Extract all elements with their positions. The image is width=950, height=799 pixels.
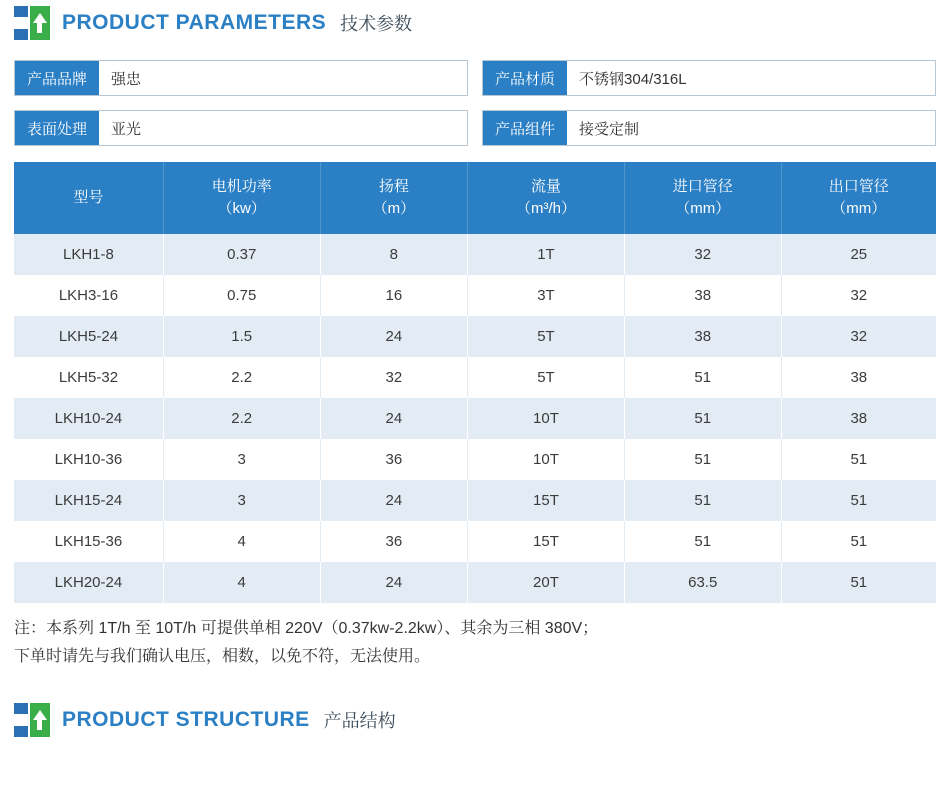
company-logo-icon [14,703,50,737]
table-header-cell [163,162,320,234]
info-value-components: 接受定制 [579,120,640,138]
section-header-parameters [0,0,950,46]
table-cell-model: LKH15-24 [14,480,163,521]
table-cell-flow: 10T [468,398,625,439]
note-line-2: 下单时请先与我们确认电压，相数，以免不符，无法使用。 [14,648,431,665]
table-cell-outlet: 51 [781,480,936,521]
table-cell-head: 16 [320,275,468,316]
table-cell-power: 3 [163,480,320,521]
table-cell-model: LKH10-36 [14,439,163,480]
table-row [14,398,936,439]
table-header-cell [14,162,163,234]
header-line-2: （m³/h） [515,200,576,217]
table-cell-inlet: 38 [624,275,781,316]
table-cell-head: 24 [320,316,468,357]
table-cell-inlet: 51 [624,398,781,439]
table-cell-power: 3 [163,439,320,480]
header-line-1: 流量 [530,178,561,196]
table-cell-outlet: 25 [781,234,936,275]
info-label-brand: 产品品牌 [15,61,99,95]
table-header-cell [320,162,468,234]
info-value-brand: 强忠 [111,70,142,88]
info-row-material [482,60,936,96]
table-cell-power: 4 [163,521,320,562]
table-row [14,275,936,316]
table-cell-model: LKH3-16 [14,275,163,316]
table-cell-power: 4 [163,562,320,603]
table-cell-power: 2.2 [163,357,320,398]
table-header-cell [624,162,781,234]
table-cell-outlet: 51 [781,521,936,562]
table-row [14,357,936,398]
table-cell-flow: 5T [468,357,625,398]
table-note [0,603,950,671]
info-value-material: 不锈钢304/316L [579,70,687,88]
product-info-grid [0,60,950,146]
table-cell-power: 0.75 [163,275,320,316]
table-row [14,439,936,480]
table-cell-model: LKH20-24 [14,562,163,603]
table-cell-head: 36 [320,439,468,480]
info-column-right [482,60,936,146]
table-cell-inlet: 51 [624,357,781,398]
table-cell-head: 24 [320,480,468,521]
table-cell-inlet: 32 [624,234,781,275]
table-header-cell [468,162,625,234]
info-row-components [482,110,936,146]
table-cell-head: 24 [320,398,468,439]
info-row-brand [14,60,468,96]
section-title-en: PRODUCT STRUCTURE [62,708,310,731]
info-label-surface: 表面处理 [15,111,99,145]
table-cell-flow: 15T [468,521,625,562]
header-line-2: （kw） [217,200,266,217]
table-cell-outlet: 32 [781,275,936,316]
table-cell-inlet: 51 [624,521,781,562]
table-cell-outlet: 32 [781,316,936,357]
table-header-cell [781,162,936,234]
section-title-cn: 技术参数 [340,14,413,34]
table-cell-inlet: 38 [624,316,781,357]
table-cell-flow: 3T [468,275,625,316]
note-line-1: 注：本系列 1T/h 至 10T/h 可提供单相 220V（0.37kw-2.2kw）、其余为三相 380V； [14,620,599,637]
header-line-1: 型号 [73,189,104,207]
info-column-left [14,60,468,146]
info-value-surface: 亚光 [111,120,142,138]
table-cell-flow: 1T [468,234,625,275]
table-row [14,480,936,521]
table-cell-flow: 10T [468,439,625,480]
table-cell-flow: 20T [468,562,625,603]
table-row [14,562,936,603]
info-label-material: 产品材质 [483,61,567,95]
table-cell-inlet: 51 [624,480,781,521]
header-line-1: 扬程 [378,178,409,196]
table-cell-model: LKH1-8 [14,234,163,275]
table-cell-model: LKH15-36 [14,521,163,562]
header-line-2: （mm） [831,200,887,217]
header-line-1: 进口管径 [672,178,733,196]
info-label-components: 产品组件 [483,111,567,145]
table-cell-power: 2.2 [163,398,320,439]
section-title-en: PRODUCT PARAMETERS [62,11,327,34]
parameters-table [14,162,936,603]
table-cell-head: 8 [320,234,468,275]
table-cell-outlet: 51 [781,439,936,480]
header-line-2: （m） [372,200,416,217]
header-line-2: （mm） [675,200,731,217]
table-cell-outlet: 51 [781,562,936,603]
table-cell-inlet: 51 [624,439,781,480]
table-cell-model: LKH10-24 [14,398,163,439]
table-cell-power: 1.5 [163,316,320,357]
table-cell-flow: 15T [468,480,625,521]
table-cell-model: LKH5-24 [14,316,163,357]
parameters-table-wrap [0,162,950,603]
header-line-1: 电机功率 [211,178,272,196]
table-cell-head: 36 [320,521,468,562]
table-cell-model: LKH5-32 [14,357,163,398]
section-header-structure [0,697,950,743]
table-row [14,316,936,357]
table-cell-head: 32 [320,357,468,398]
info-row-surface [14,110,468,146]
header-line-1: 出口管径 [828,178,889,196]
table-cell-head: 24 [320,562,468,603]
table-header-row [14,162,936,234]
table-cell-outlet: 38 [781,357,936,398]
table-cell-inlet: 63.5 [624,562,781,603]
section-title-cn: 产品结构 [323,711,396,731]
company-logo-icon [14,6,50,40]
table-cell-outlet: 38 [781,398,936,439]
table-cell-power: 0.37 [163,234,320,275]
table-cell-flow: 5T [468,316,625,357]
table-row [14,234,936,275]
table-row [14,521,936,562]
